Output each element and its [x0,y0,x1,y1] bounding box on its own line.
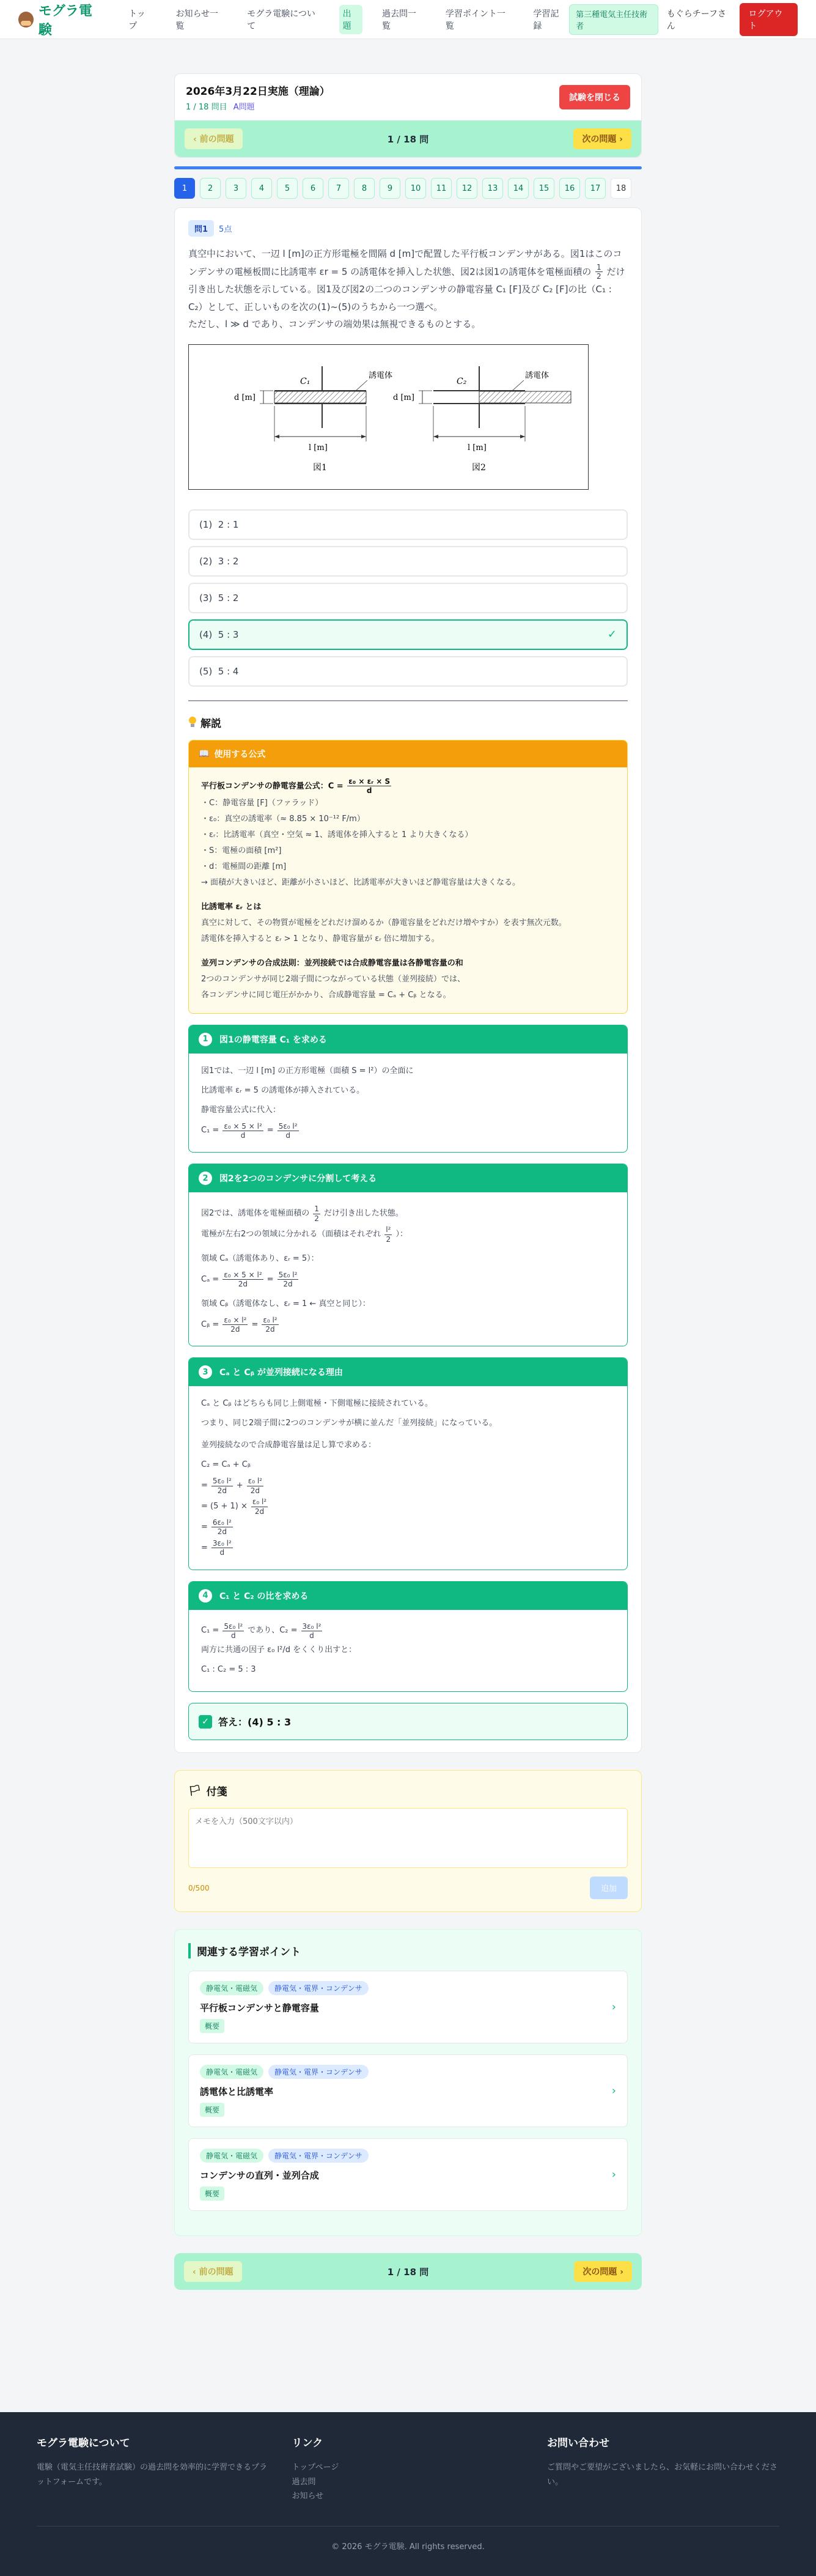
chevron-right-icon: › [611,2001,616,2014]
category-tag: 静電気・電磁気 [200,1981,263,1995]
related-point-card[interactable] [188,1971,628,2043]
question-number-18[interactable]: 18 [611,178,631,199]
step-3: 3 Cₐ と Cᵦ が並列接続になる理由 Cₐ と Cᵦ はどちらも同じ上側電極・下側電極に接続されている。 つまり、同じ2端子間に2つのコンデンサが横に並んだ「並列接続」になっている。 並列接続なので合成静電容量は足し算で求める： C₂ = Cₐ + Cᵦ = $\frac{\text{5ε₀ l²}}{2d}$ + $\frac{\text{ε₀ l²}}{2d}$ = (5 + 1) × $\frac{\text{ε₀ l²}}{2d}$ = $\frac{\text{6ε₀ l²}}{2d}$ = $\frac{\text{3ε₀ l²}}{d}$ [188,1357,628,1570]
question-number-14[interactable]: 14 [508,178,529,199]
er-text [201,915,615,947]
subcategory-tag: 静電気・電界・コンデンサ [268,2065,369,2079]
user-name: もぐらチーフさん [666,9,727,31]
progress-bar [174,166,642,169]
point-type-badge: 概要 [200,2019,224,2033]
footer-link-past[interactable]: 過去問 [292,2477,316,2487]
figure-2 [393,366,571,473]
question-label: 問1 [188,220,214,237]
footer-link-top[interactable]: トップページ [292,2463,339,2473]
nav-top[interactable]: トップ [128,9,145,31]
related-point-title: コンデンサの直列・並列合成 [200,2170,319,2182]
footer-link-news[interactable]: お知らせ [292,2492,324,2501]
question-number-5[interactable]: 5 [277,178,298,199]
formula-main: 平行板コンデンサの静電容量公式：C = $\frac{\text{ε₀ × εᵣ × S}}{d}$ [201,777,391,795]
next-question-button-bottom[interactable]: 次の問題 › [574,2261,632,2282]
bottom-pager [174,2253,642,2290]
defs-line: ・C：静電容量 [F]（ファラッド） [201,798,323,808]
defs-line: ・d：電極間の距離 [m] [201,862,287,871]
question-number-17[interactable]: 17 [585,178,606,199]
category-tag: 静電気・電磁気 [200,2065,263,2079]
question-number-11[interactable]: 11 [431,178,452,199]
step1-equation: C₁ = $\frac{\text{ε₀ × 5 × l²}}{d}$ = $\frac{\text{5ε₀ l²}}{d}$ [201,1121,298,1140]
defs-line: ・S：電極の面積 [m²] [201,846,282,855]
memo-input[interactable] [188,1808,628,1868]
subcategory-tag: 静電気・電界・コンデンサ [268,1981,369,1995]
explanation-heading: 解説 [188,715,628,730]
question-number-15[interactable]: 15 [534,178,554,199]
choice-5[interactable]: (5) 5 : 4 [188,656,628,687]
brand-name: モグラ電験 [38,3,92,38]
question-counter: 1 / 18 問 [387,133,429,145]
chevron-right-icon: › [611,2084,616,2098]
check-icon: ✓ [607,628,617,641]
subcategory-tag: 静電気・電界・コンデンサ [268,2149,369,2163]
top-pager [175,120,641,157]
category-tag: 静電気・電磁気 [200,2149,263,2163]
question-number-12[interactable]: 12 [457,178,477,199]
fig1-caption: 図1 [313,462,327,473]
formula-box [188,740,628,1014]
d-label-1: d [m] [234,393,255,402]
book-icon: 📖 [199,748,210,759]
related-point-title: 平行板コンデンサと静電容量 [200,2002,319,2014]
flag-icon: 🏳 [188,1784,202,1797]
c2-label: C₂ [457,376,467,386]
partext-line: 各コンデンサに同じ電圧がかかり、合成静電容量 = Cₐ + Cᵦ となる。 [201,990,451,1000]
defs-line: ・ε₀：真空の誘電率（≈ 8.85 × 10⁻¹² F/m） [201,814,365,824]
related-title: 関連する学習ポイント [188,1943,628,1958]
nav-past-exams[interactable]: 過去問一覧 [382,9,416,31]
question-text: 真空中において、一辺 l [m]の正方形電極を間隔 d [m]で配置した平行板コンデンサがある。図1はこのコンデンサの電極板間に比誘電率 εr = 5 の誘電体を挿入した状態、図2は図1の誘電体を電極面積の $\frac{1}{2}$ だけ引き出した状態を示している。図1及び図2の二つのコンデンサの静電容量 C₁ [F]及び C₂ [F]の比（C₁ : C₂）として、正しいものを次の(1)~(5)のうちから一つ選べ。 ただし、l ≫ d であり、コンデンサの端効果は無視できるものとする。 [188,248,625,330]
explanation-divider [188,700,628,701]
related-points [174,1929,642,2236]
license-badge: 第三種電気主任技術者 [569,4,658,35]
nav-learning-points[interactable]: 学習ポイント一覧 [445,9,505,31]
step-4: 4 C₁ と C₂ の比を求める C₁ = $\frac{\text{5ε₀ l²}}{d}$ であり、C₂ = $\frac{\text{3ε₀ l²}}{d}$ 両方に共通の因子 ε₀ l²/d をくくり出すと： C₁ : C₂ = 5 : 3 [188,1581,628,1692]
site-header [0,0,816,39]
brand-logo[interactable] [18,1,103,39]
l-label-2: l [m] [468,443,487,452]
answer-box: ✓ 答え：(4) 5 : 3 [188,1703,628,1740]
question-number-16[interactable]: 16 [559,178,580,199]
memo-section: 🏳 付箋 メモを入力（500文字以内） 0/500 追加 [174,1770,642,1912]
partext-line: 2つのコンデンサが同じ2端子間につながっている状態（並列接続）では、 [201,974,466,984]
defs-line: ・εᵣ：比誘電率（真空・空気 ≈ 1、誘電体を挿入すると 1 より大きくなる） [201,830,473,840]
nav-about[interactable]: モグラ電験について [247,9,315,31]
choice-1[interactable]: (1) 2 : 1 [188,509,628,540]
parallel-title: 並列コンデンサの合成法則：並列接続では合成静電容量は各静電容量の和 [201,958,463,968]
question-number-3[interactable]: 3 [226,178,246,199]
formula-title: 使用する公式 [214,749,266,759]
point-type-badge: 概要 [200,2187,224,2201]
l-label-1: l [m] [309,443,328,452]
nav-questions[interactable]: 出題 [339,5,362,34]
prev-question-button-bottom[interactable]: ‹ 前の問題 [184,2261,242,2282]
ertext-line: 真空に対して、その物質が電極をどれだけ溜めるか（静電容量をどれだけ増やすか）を表す無次元数。 [201,918,567,928]
ertext-line: 誘電体を挿入すると εᵣ > 1 となり、静電容量が εᵣ 倍に増加する。 [201,934,439,943]
exam-card [174,73,642,158]
question-figure [188,344,589,490]
footer-about-text: 電験（電気主任技術者試験）の過去問を効率的に学習できるプラットフォームです。 [37,2463,268,2487]
logout-button[interactable]: ログアウト [740,3,798,36]
point-type-badge: 概要 [200,2103,224,2117]
er-title: 比誘電率 εᵣ とは [201,902,262,912]
formula-definitions [201,795,615,891]
prev-question-button[interactable]: ‹ 前の問題 [185,128,243,149]
question-number-13[interactable]: 13 [482,178,503,199]
footer-about-title: モグラ電験について [37,2437,130,2450]
choice-2[interactable]: (2) 3 : 2 [188,546,628,577]
memo-char-count: 0/500 [188,1883,210,1892]
d-label-2: d [m] [393,393,414,402]
exam-progress: 1 / 18 問目 [186,103,227,112]
next-question-button[interactable]: 次の問題 › [573,128,631,149]
question-number-grid [174,178,642,199]
copyright: © 2026 モグラ電験. All rights reserved. [331,2542,485,2552]
mole-icon [18,12,34,28]
dielectric-label-1: 誘電体 [369,371,393,380]
figure-1 [234,366,392,473]
close-exam-button[interactable]: 試験を閉じる [559,85,630,109]
check-icon: ✓ [199,1715,212,1729]
chevron-right-icon: › [611,2168,616,2182]
main-nav [125,5,569,34]
site-footer [0,2412,816,2575]
related-point-card[interactable] [188,2054,628,2127]
question-card [174,207,642,1753]
memo-add-button[interactable]: 追加 [590,1877,628,1899]
question-type: A問題 [233,103,255,112]
fig2-caption: 図2 [472,462,486,473]
related-point-title: 誘電体と比誘電率 [200,2086,274,2098]
footer-links-title: リンク [292,2437,323,2450]
nav-news[interactable]: お知らせ一覧 [175,9,219,31]
parallel-text [201,972,615,1003]
footer-contact-text: ご質問やご要望がございましたら、お気軽にお問い合わせください。 [547,2463,778,2487]
question-number-1[interactable]: 1 [174,178,195,199]
question-number-4[interactable]: 4 [251,178,272,199]
related-point-card[interactable] [188,2138,628,2211]
question-number-8[interactable]: 8 [354,178,375,199]
question-number-7[interactable]: 7 [328,178,349,199]
exam-title: 2026年3月22日実施（理論） [186,86,330,98]
question-number-9[interactable]: 9 [380,178,400,199]
defs-line: → 面積が大きいほど、距離が小さいほど、比誘電率が大きいほど静電容量は大きくなる。 [201,877,521,887]
choice-4[interactable]: (4) 5 : 3 ✓ [188,619,628,650]
step-2: 2 図2を2つのコンデンサに分割して考える 図2では、誘電体を電極面積の $\frac{1}{2}$ だけ引き出した状態。 電極が左右2つの領域に分かれる（面積はそれぞれ $\frac{\text{l²}}{2}$ ）： 領域 Cₐ（誘電体あり、εᵣ = 5）： Cₐ = $\frac{\text{ε₀ × 5 × l²}}{2d}$ = $\frac{\text{5ε₀ l²}}{2d}$ 領域 Cᵦ（誘電体なし、εᵣ = 1 ← 真空と同じ）： Cᵦ = $\frac{\text{ε₀ × l²}}{2d}$ = $\frac{\text{ε₀ l²}}{2d}$ [188,1164,628,1346]
capacitor-diagram [189,345,589,490]
question-number-10[interactable]: 10 [405,178,426,199]
c1-label: C₁ [300,376,311,386]
dielectric-label-2: 誘電体 [525,371,550,380]
step-1: 1 図1の静電容量 C₁ を求める 図1では、一辺 l [m] の正方形電極（面積 S = l²）の全面に 比誘電率 εᵣ = 5 の誘電体が挿入されている。 静電容量公式に代入： C₁ = $\frac{\text{ε₀ × 5 × l²}}{d}$ = $\frac{\text{5ε₀ l²}}{d}$ [188,1025,628,1153]
answer-choices [188,509,628,687]
question-number-6[interactable]: 6 [303,178,323,199]
question-score: 5点 [219,225,232,234]
choice-3[interactable]: (3) 5 : 2 [188,583,628,613]
question-number-2[interactable]: 2 [200,178,221,199]
question-counter-bottom: 1 / 18 問 [387,2266,429,2278]
footer-contact-title: お問い合わせ [547,2437,609,2450]
lightbulb-icon [188,717,197,728]
nav-records[interactable]: 学習記録 [533,9,559,31]
